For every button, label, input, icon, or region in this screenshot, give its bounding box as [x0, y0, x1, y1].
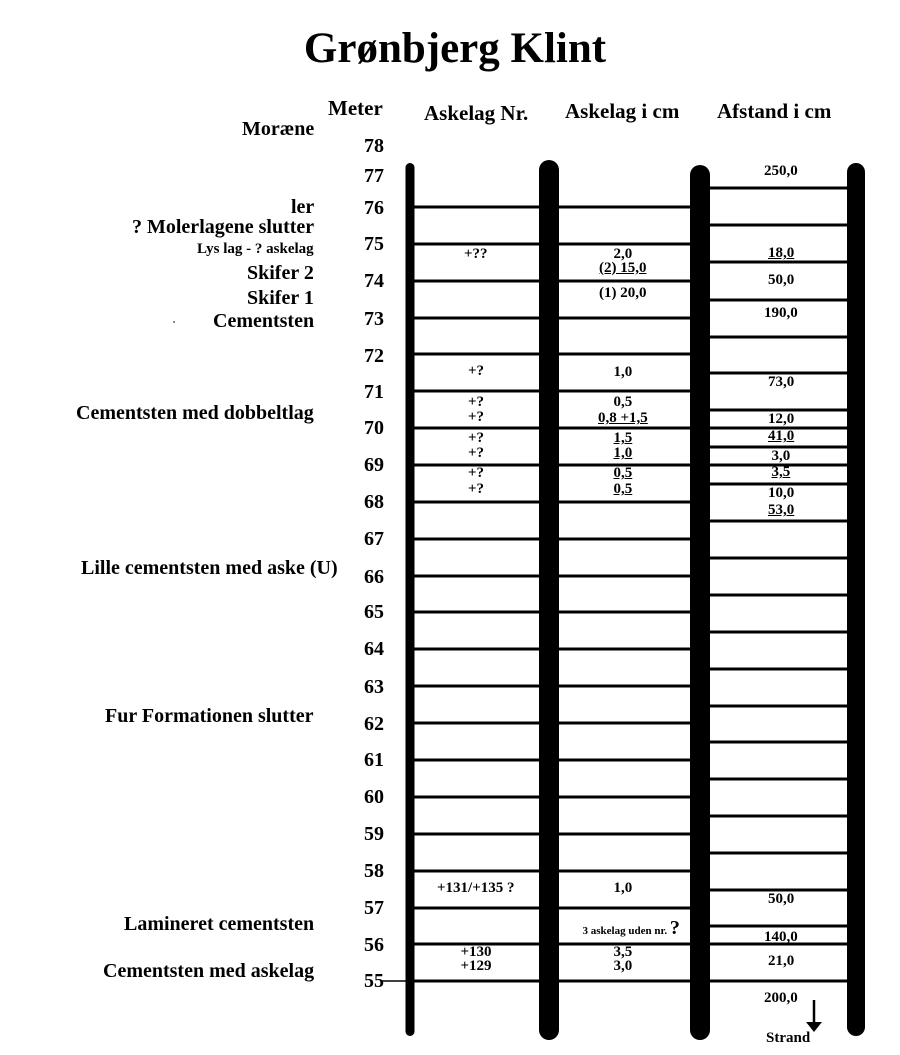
- layer-label: Lys lag - ? askelag: [197, 241, 314, 257]
- meter-tick: 78: [364, 135, 384, 157]
- askelag-nr-value: +129: [460, 958, 492, 974]
- diagram-title: Grønbjerg Klint: [303, 25, 607, 72]
- meter-tick: 67: [364, 528, 384, 550]
- askelag-cm-value: 2,0: [613, 246, 633, 262]
- askelag-cm-value: 1,0: [613, 445, 633, 461]
- layer-label: ler: [291, 196, 315, 218]
- meter-tick: 77: [364, 165, 384, 187]
- askelag-nr-value: +?: [468, 481, 485, 497]
- meter-tick: 57: [364, 897, 384, 919]
- meter-tick: 74: [364, 270, 384, 292]
- meter-tick: 72: [364, 345, 384, 367]
- meter-tick: 59: [364, 823, 384, 845]
- layer-label: Lille cementsten med aske (U): [81, 557, 338, 579]
- meter-tick: 62: [364, 713, 384, 735]
- layer-label: Skifer 1: [247, 287, 314, 309]
- afstand-cm-value: 73,0: [768, 374, 795, 390]
- askelag-nr-value: +??: [464, 246, 488, 262]
- header-askelag-nr: Askelag Nr.: [424, 101, 529, 125]
- askelag-cm-value: 0,8 +1,5: [598, 410, 648, 426]
- afstand-cm-value: 41,0: [768, 428, 795, 444]
- afstand-cm-value: 3,0: [771, 448, 791, 464]
- askelag-nr-value: +?: [468, 445, 485, 461]
- askelag-nr-value: +?: [468, 363, 485, 379]
- afstand-cm-value: 10,0: [768, 485, 795, 501]
- askelag-nr-value: +?: [468, 409, 485, 425]
- afstand-cm-value: 140,0: [764, 929, 798, 945]
- afstand-cm-value: 18,0: [768, 245, 795, 261]
- meter-tick: 75: [364, 233, 384, 255]
- askelag-cm-value: 3 askelag uden nr. ?: [582, 917, 680, 939]
- askelag-cm-value: 3,0: [613, 958, 633, 974]
- meter-tick: 60: [364, 786, 384, 808]
- askelag-nr-value: +131/+135 ?: [437, 880, 515, 896]
- afstand-cm-value: 250,0: [764, 163, 798, 179]
- meter-tick: 61: [364, 749, 384, 771]
- pillar-left: [406, 163, 415, 1036]
- askelag-cm-value: 1,5: [613, 430, 633, 446]
- header-afstand-cm: Afstand i cm: [717, 99, 832, 123]
- meter-tick: 69: [364, 454, 384, 476]
- askelag-nr-value: +?: [468, 394, 485, 410]
- askelag-cm-value: 1,0: [613, 364, 633, 380]
- layer-label: Cementsten med dobbeltlag: [76, 402, 314, 424]
- layer-label: Fur Formationen slutter: [105, 705, 314, 727]
- askelag-nr-value: +130: [460, 944, 492, 960]
- askelag-cm-value: (1) 20,0: [599, 285, 647, 301]
- layer-label: ? Molerlagene slutter: [132, 216, 315, 238]
- meter-tick: 76: [364, 197, 384, 219]
- pillar-right: [847, 163, 865, 1036]
- afstand-cm-value: 50,0: [768, 272, 795, 288]
- meter-tick: 70: [364, 417, 384, 439]
- afstand-cm-value: 53,0: [768, 502, 795, 518]
- askelag-cm-value: 3,5: [613, 944, 633, 960]
- layer-label: Skifer 2: [247, 262, 314, 284]
- askelag-nr-value: +?: [468, 465, 485, 481]
- meter-tick: 68: [364, 491, 384, 513]
- meter-tick: 63: [364, 676, 384, 698]
- askelag-cm-value: 0,5: [613, 465, 633, 481]
- pillar-askelag: [539, 160, 559, 1040]
- header-askelag-cm: Askelag i cm: [565, 99, 680, 123]
- askelag-cm-value: (2) 15,0: [599, 260, 647, 276]
- afstand-cm-value: 3,5: [771, 464, 791, 480]
- askelag-nr-value: +?: [468, 430, 485, 446]
- layer-label: Cementsten: [213, 310, 315, 332]
- meter-tick: 71: [364, 381, 384, 403]
- meter-tick: 55: [364, 970, 384, 992]
- askelag-cm-value: 0,5: [613, 481, 633, 497]
- afstand-cm-value: 200,0: [764, 990, 798, 1006]
- strand-label: Strand: [766, 1030, 811, 1046]
- header-meter: Meter: [328, 96, 383, 120]
- askelag-cm-value: 1,0: [613, 880, 633, 896]
- afstand-cm-value: 12,0: [768, 411, 795, 427]
- afstand-cm-value: 190,0: [764, 305, 798, 321]
- layer-label: Moræne: [242, 118, 315, 140]
- afstand-cm-value: 50,0: [768, 891, 795, 907]
- meter-tick: 56: [364, 934, 384, 956]
- afstand-cm-value: 21,0: [768, 953, 795, 969]
- pillar-afstand: [690, 165, 710, 1040]
- askelag-cm-value: 0,5: [613, 394, 633, 410]
- meter-tick: 66: [364, 566, 384, 588]
- layer-label: Lamineret cementsten: [124, 913, 315, 935]
- meter-tick: 65: [364, 601, 384, 623]
- layer-label: Cementsten med askelag: [103, 960, 315, 982]
- meter-tick: 73: [364, 308, 384, 330]
- meter-tick: 64: [364, 638, 384, 660]
- marker-dot: [173, 321, 175, 323]
- meter-tick: 58: [364, 860, 384, 882]
